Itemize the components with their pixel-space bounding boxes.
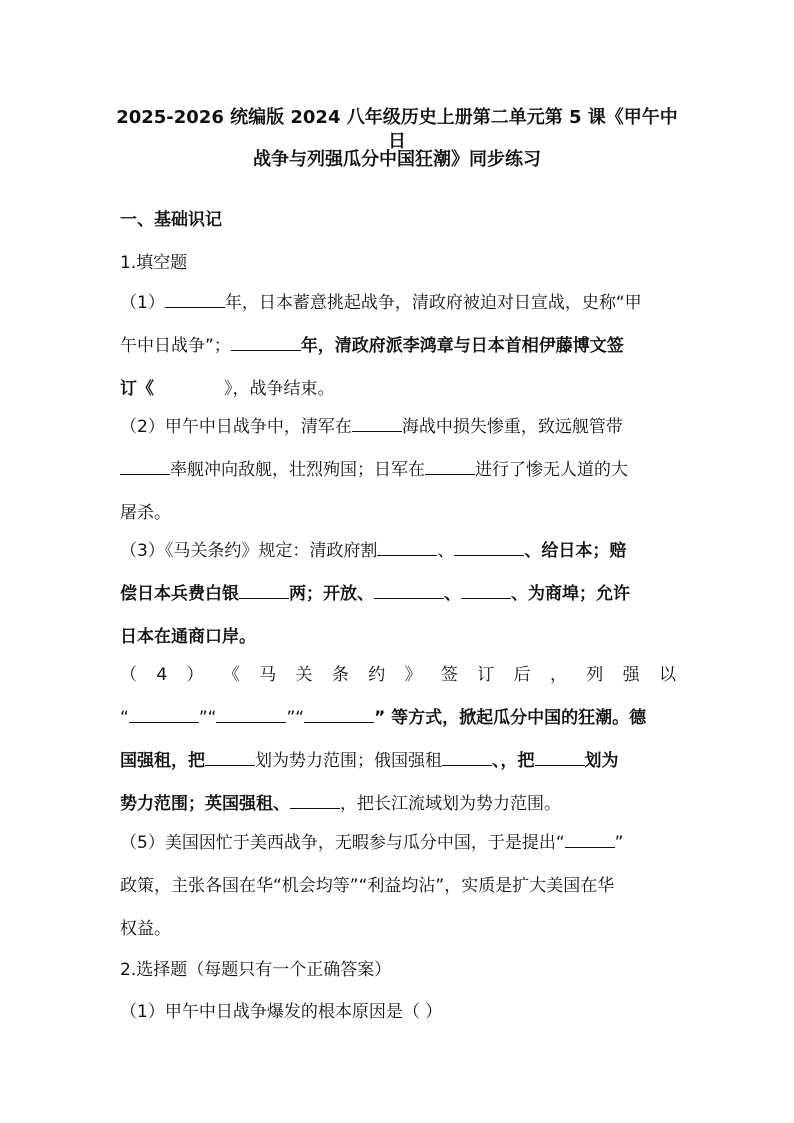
question-2-1: （1）甲午中日战争爆发的根本原因是（ ） bbox=[120, 1002, 443, 1022]
question-1-1: （1） 年，日本蓄意挑起战争，清政府被迫对日宣战，史称“甲 午中日战争”； 年，清政府派李鸿章与日本首相伊藤博文签 订《 》，战争结束。 bbox=[120, 293, 642, 399]
answer-blank[interactable] bbox=[231, 334, 301, 351]
answer-blank[interactable] bbox=[454, 539, 524, 556]
answer-blank[interactable] bbox=[129, 706, 199, 723]
answer-blank[interactable] bbox=[425, 458, 475, 475]
answer-blank[interactable] bbox=[377, 539, 437, 556]
answer-blank[interactable] bbox=[535, 749, 585, 766]
answer-blank[interactable] bbox=[290, 792, 340, 809]
question-1-3: （3）《马关条约》规定：清政府割 、 、给日本；赔 偿日本兵费白银 两；开放、 、 、为商埠；允许 日本在通商口岸。 bbox=[120, 541, 630, 647]
question-1-2: （2）甲午中日战争中，清军在 海战中损失惨重，致远舰管带 率舰冲向敌舰，壮烈殉国；日军在 进行了惨无人道的大 屠杀。 bbox=[120, 417, 628, 523]
answer-blank[interactable] bbox=[461, 582, 511, 599]
question-1-5: （5）美国因忙于美西战争，无暇参与瓜分中国，于是提出“ ” 政策，主张各国在华“机会均等”“利益均沾”，实质是扩大美国在华 权益。 bbox=[120, 833, 624, 939]
answer-blank[interactable] bbox=[442, 749, 492, 766]
answer-blank[interactable] bbox=[565, 831, 615, 848]
question-1-4: （ 4 ） 《 马 关 条 约 》 签 订 后 ， 列 强 以 “ ”“ ”“ ” 等方式，掀起瓜分中国的狂潮。德 国强租，把 划为势力范围；俄国强租 、，把 划为 势力范围；英国强租、 ，把长江流域划为势力范围。 bbox=[120, 654, 676, 826]
answer-blank[interactable] bbox=[352, 415, 402, 432]
answer-blank[interactable] bbox=[165, 291, 225, 308]
answer-blank[interactable] bbox=[239, 582, 289, 599]
answer-blank[interactable] bbox=[120, 458, 170, 475]
answer-blank[interactable] bbox=[216, 706, 286, 723]
question-1-heading: 1.填空题 bbox=[120, 253, 188, 273]
answer-blank[interactable] bbox=[374, 582, 444, 599]
document-title-line2: 战争与列强瓜分中国狂潮》同步练习 bbox=[253, 149, 541, 170]
document-title-line1: 2025-2026 统编版 2024 八年级历史上册第二单元第 5 课《甲午中日 bbox=[116, 107, 678, 152]
question-2-heading: 2.选择题（每题只有一个正确答案） bbox=[120, 960, 392, 980]
section-heading: 一、基础识记 bbox=[120, 210, 222, 230]
answer-blank[interactable] bbox=[304, 706, 374, 723]
spaced-line: （ 4 ） 《 马 关 条 约 》 签 订 后 ， 列 强 以 bbox=[120, 665, 676, 685]
answer-blank[interactable] bbox=[205, 749, 255, 766]
